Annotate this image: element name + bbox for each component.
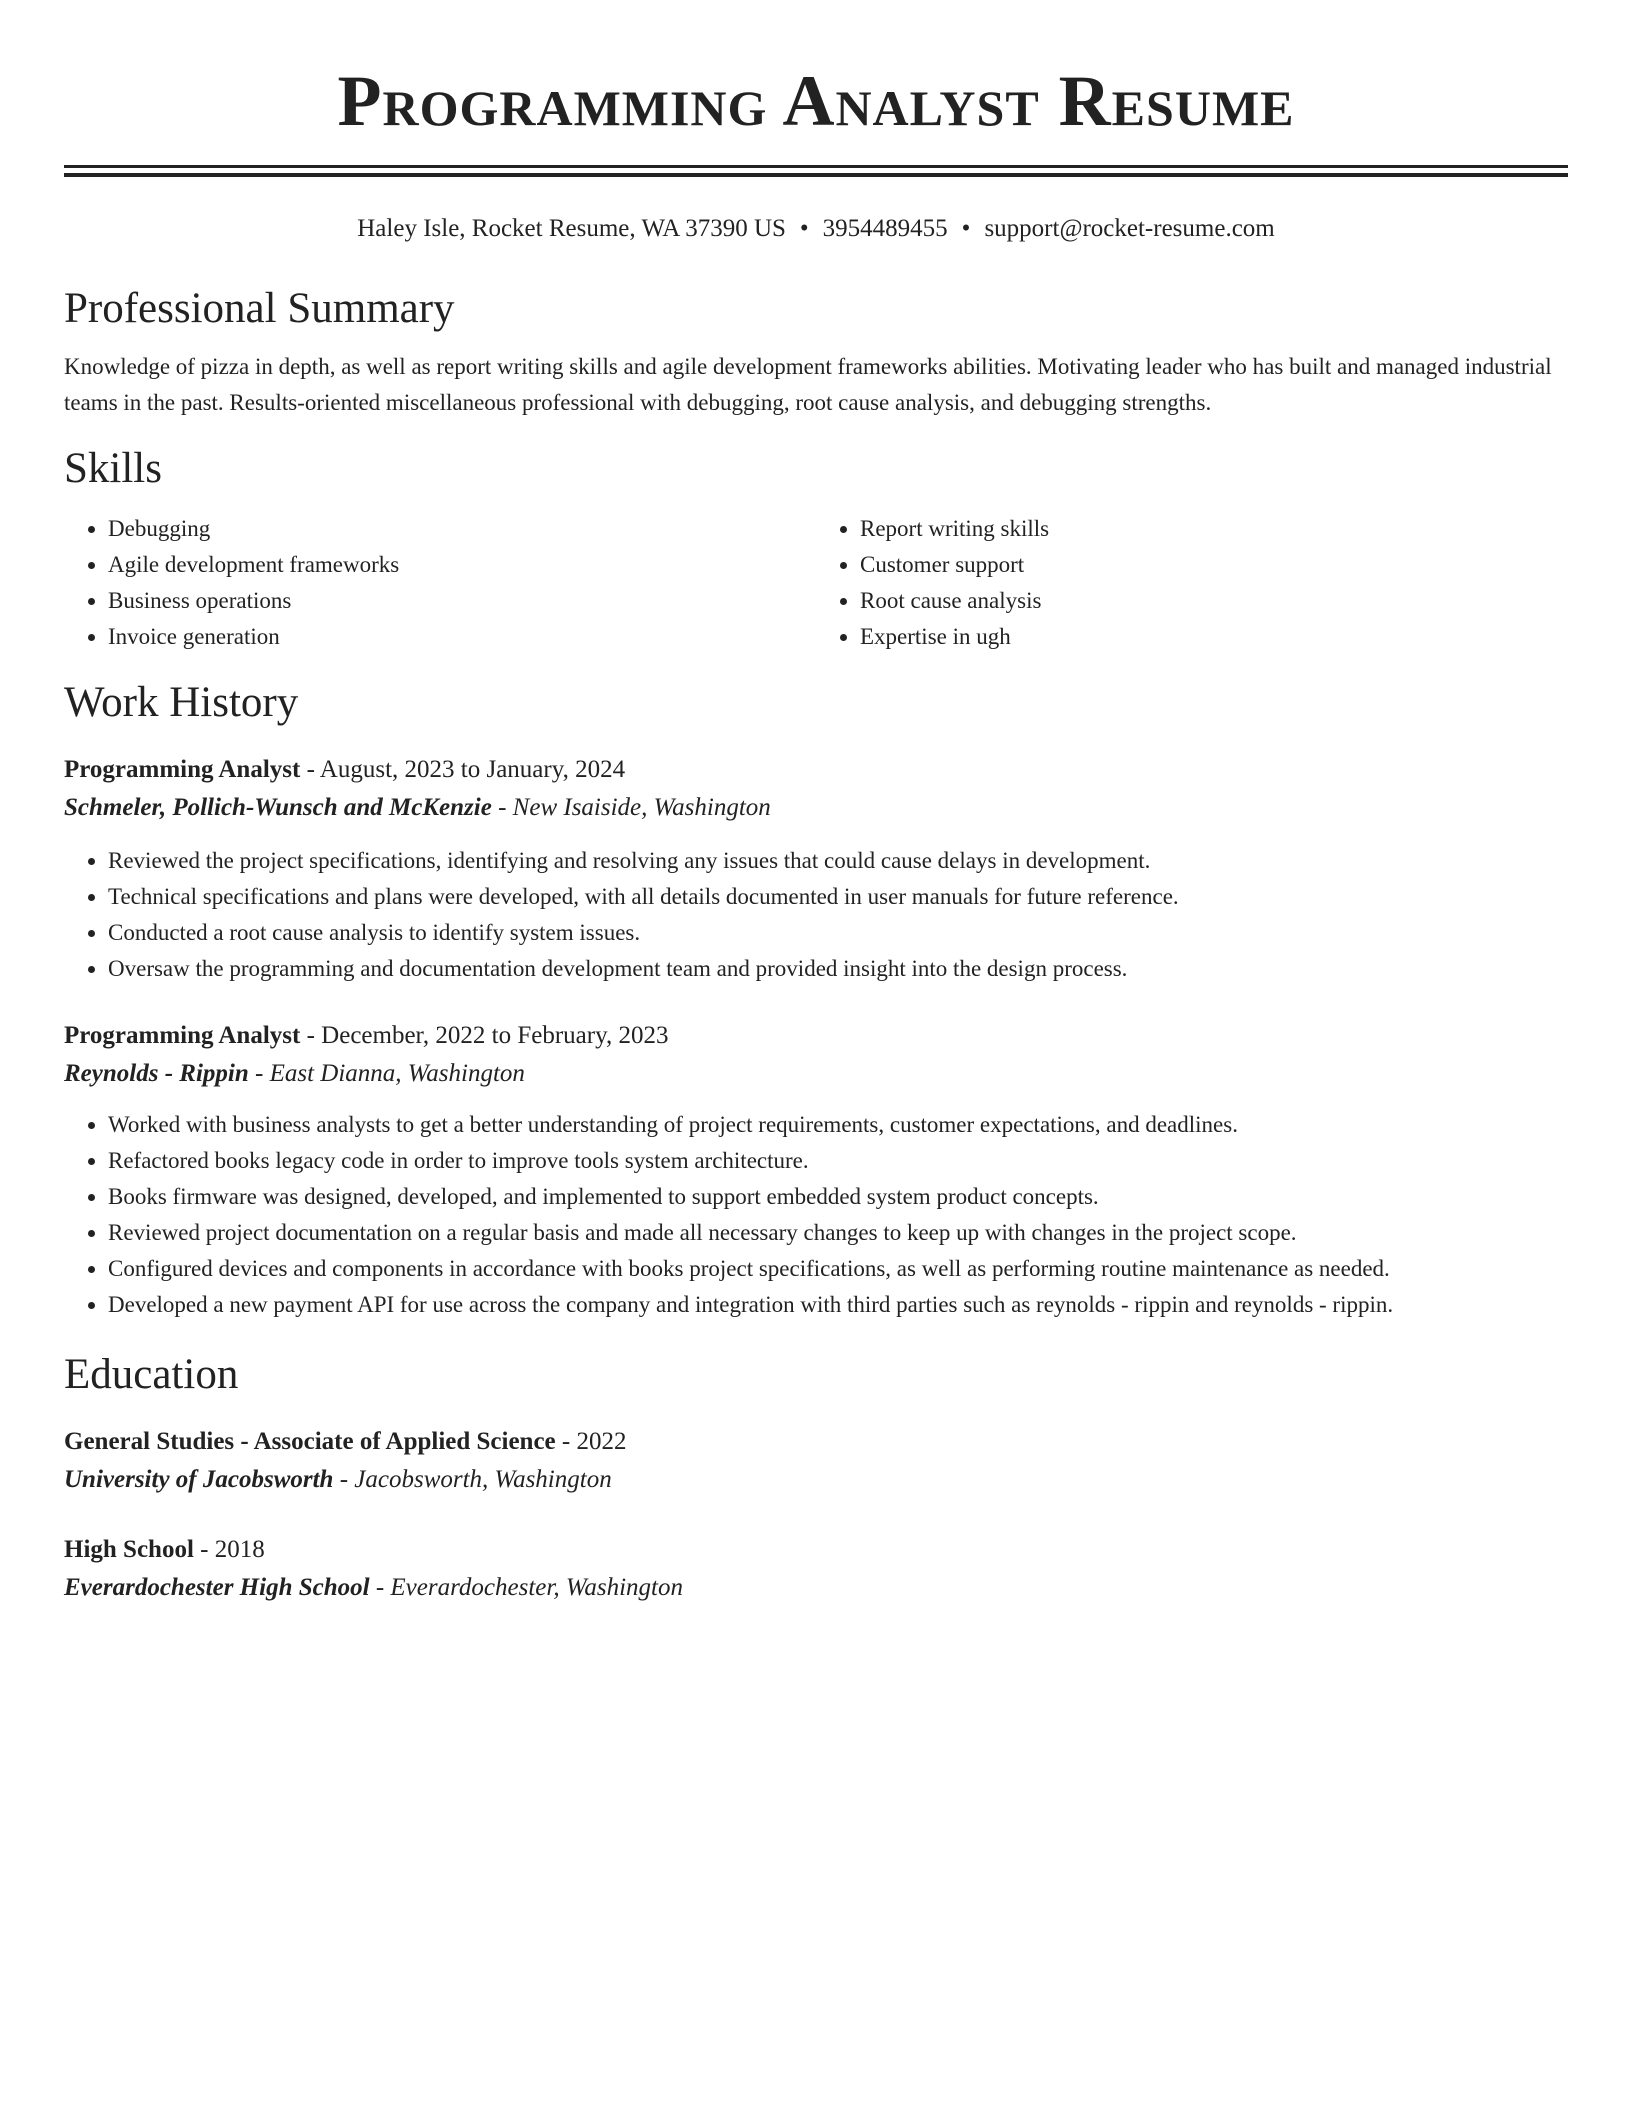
job-bullet: • Reviewed project documentation on a regular basis and made all necessary changes to keep up with changes in the project scope. (108, 1215, 1568, 1251)
job-bullet: • Reviewed the project specifications, identifying and resolving any issues that could cause delays in development. (108, 843, 1568, 879)
job-bullet: • Configured devices and components in accordance with books project specifications, as well as performing routine maintenance as needed. (108, 1251, 1568, 1287)
summary-text: Knowledge of pizza in depth, as well as report writing skills and agile development frameworks abilities. Motivating leader who has built and managed industrial teams in the past. Results-oriented miscellaneous professional with debugging, root cause analysis, and debugging strengths. (64, 354, 1552, 415)
education-header (64, 1423, 1568, 1461)
skills-grid (64, 511, 1568, 655)
resume-title: Programming Analyst Resume (337, 61, 1295, 141)
job-bullets (64, 1107, 1568, 1323)
education-entry (64, 1423, 1568, 1499)
job-bullet: • Books firmware was designed, developed, and implemented to support embedded system product concepts. (108, 1179, 1568, 1215)
contact-email: support@rocket-resume.com (984, 215, 1275, 242)
job-bullet: • Worked with business analysts to get a better understanding of project requirements, customer expectations, and deadlines. (108, 1107, 1568, 1143)
skill-item: • Expertise in ugh (860, 619, 1568, 655)
contact-address: Haley Isle, Rocket Resume, WA 37390 US (357, 215, 786, 242)
contact-separator: • (799, 215, 809, 242)
job-company: Schmeler, Pollich-Wunsch and McKenzie (64, 794, 492, 821)
job-bullet: • Refactored books legacy code in order to improve tools system architecture. (108, 1143, 1568, 1179)
title-divider (64, 165, 1568, 177)
job-role: Programming Analyst (64, 1022, 301, 1049)
job-bullet: • Developed a new payment API for use across the company and integration with third parties such as reynolds - rippin and reynolds - rippin. (108, 1287, 1568, 1323)
education-school-line (64, 1569, 1568, 1607)
contact-phone: 3954489455 (822, 215, 948, 242)
job-bullet: • Oversaw the programming and documentation development team and provided insight into the design process. (108, 951, 1568, 987)
education-header (64, 1531, 1568, 1569)
skills-column-right (816, 511, 1568, 655)
skills-heading: Skills (64, 445, 162, 492)
job-dates: - August, 2023 to January, 2024 (300, 756, 626, 783)
job-location: - East Dianna, Washington (248, 1060, 525, 1087)
contact-line (64, 213, 1568, 245)
education-degree: General Studies - Associate of Applied Science (64, 1428, 556, 1455)
skill-item: • Customer support (860, 547, 1568, 583)
skill-item: • Invoice generation (108, 619, 816, 655)
job-company-line (64, 1055, 1568, 1093)
job-dates: - December, 2022 to February, 2023 (300, 1022, 669, 1049)
education-school: University of Jacobsworth (64, 1466, 334, 1493)
education-school-line (64, 1461, 1568, 1499)
skills-column-left (64, 511, 816, 655)
summary-heading: Professional Summary (64, 285, 455, 332)
work-history-heading: Work History (64, 679, 299, 726)
education-heading: Education (64, 1351, 239, 1398)
job-bullets (64, 843, 1568, 987)
education-location: - Everardochester, Washington (369, 1574, 683, 1601)
education-year: - 2022 (555, 1428, 627, 1455)
job-company-line (64, 789, 1568, 827)
skill-item: • Debugging (108, 511, 816, 547)
skill-item: • Report writing skills (860, 511, 1568, 547)
job-role: Programming Analyst (64, 756, 301, 783)
job-location: - New Isaiside, Washington (491, 794, 771, 821)
contact-separator: • (961, 215, 971, 242)
job-header (64, 751, 1568, 789)
job-bullet: • Technical specifications and plans were developed, with all details documented in user manuals for future reference. (108, 879, 1568, 915)
education-entry (64, 1531, 1568, 1607)
education-location: - Jacobsworth, Washington (333, 1466, 612, 1493)
skill-item: • Agile development frameworks (108, 547, 816, 583)
education-school: Everardochester High School (64, 1574, 370, 1601)
skill-item: • Root cause analysis (860, 583, 1568, 619)
education-degree: High School (64, 1536, 194, 1563)
job-header (64, 1017, 1568, 1055)
job-entry (64, 1017, 1568, 1323)
skill-item: • Business operations (108, 583, 816, 619)
job-entry (64, 751, 1568, 987)
job-bullet: • Conducted a root cause analysis to identify system issues. (108, 915, 1568, 951)
job-company: Reynolds - Rippin (64, 1060, 249, 1087)
education-year: - 2018 (193, 1536, 265, 1563)
